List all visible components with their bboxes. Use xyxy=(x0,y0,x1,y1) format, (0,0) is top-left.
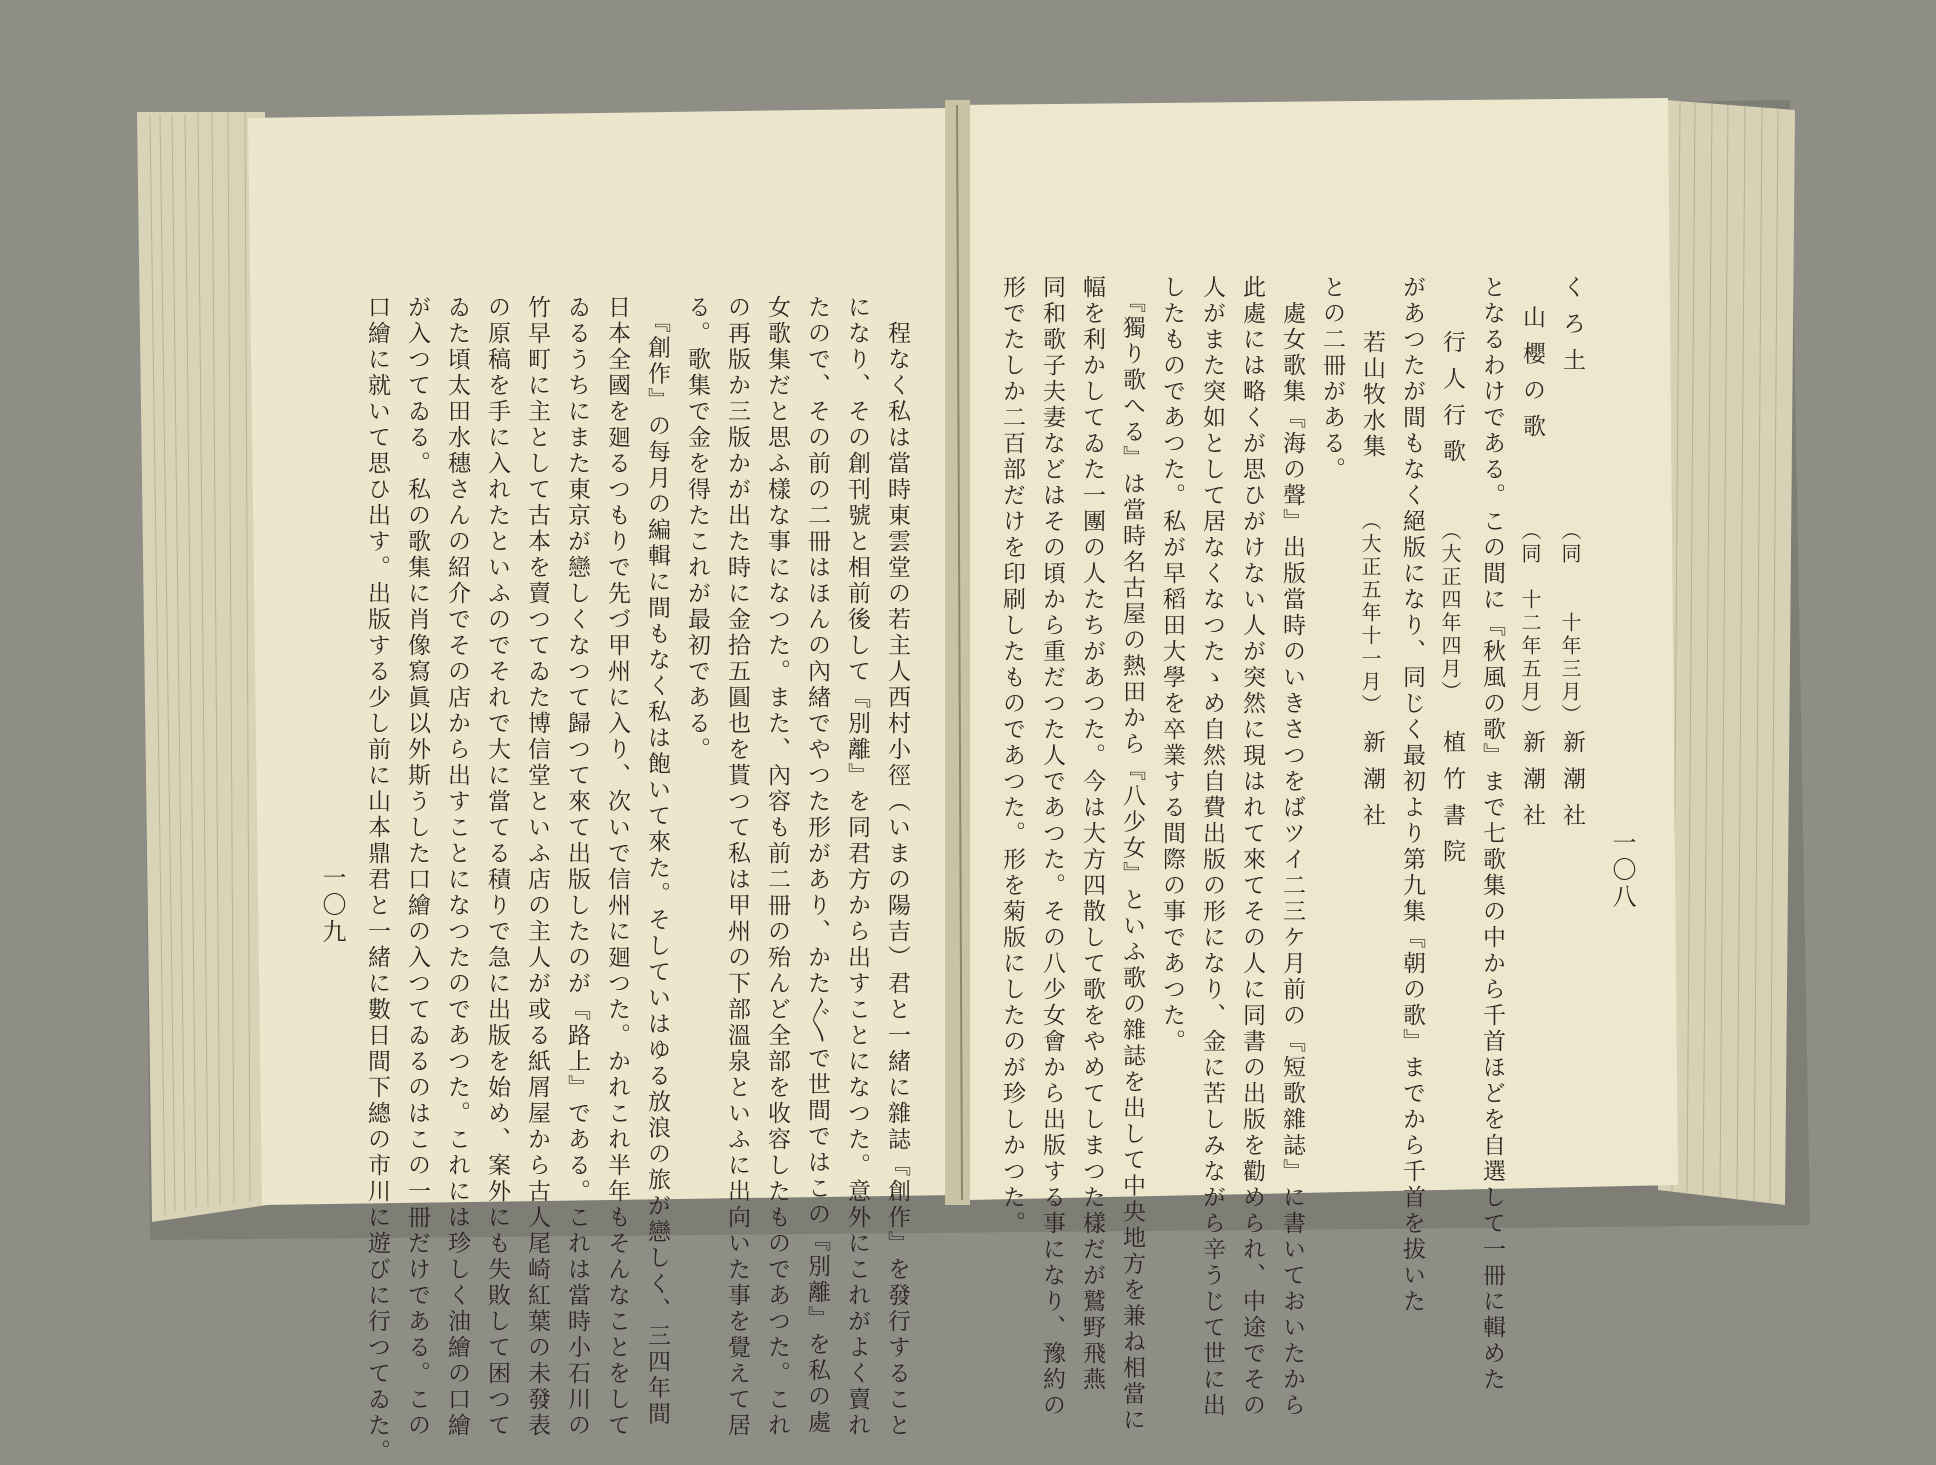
text-line: の原稿を手に入れたといふのでそれで大に當てる積りで急に出版を始め、案外にも失敗して困つて xyxy=(484,295,510,1439)
text-line: 新 潮 社 xyxy=(1519,730,1545,829)
text-line: 竹早町に主として古本を賣つてゐた博信堂といふ店の主人が或る紙屑屋から古人尾崎紅葉の未發表 xyxy=(524,295,550,1439)
text-line: 『獨り歌へる』は當時名古屋の熱田から『八少女』といふ歌の雜誌を出して中央地方を兼ね相當に xyxy=(1119,275,1145,1434)
text-line: 幅を利かしてゐた一團の人たちがあつた。今は大方四散して歌をやめてしまつた樣だが鷲野飛燕 xyxy=(1079,275,1105,1393)
text-line: 山 櫻 の 歌 xyxy=(1519,305,1545,440)
text-line: になり、その創刊號と相前後して『別離』を同君方から出すことになつた。意外にこれがよく賣れ xyxy=(844,295,870,1439)
text-line: 新 潮 社 xyxy=(1559,730,1585,829)
left-page-stack xyxy=(137,112,268,1222)
text-line: 『創作』の每月の編輯に間もなく私は飽いて來た。そしていはゆる放浪の旅が戀しく、三四年間 xyxy=(644,295,670,1428)
text-line: 日本全國を廻るつもりで先づ甲州に入り、次いで信州に廻つた。かれこれ半年もそんなことをして xyxy=(604,295,630,1439)
text-line: ゐた頃太田水穗さんの紹介でその店から出すことになつたのであつた。これには珍しく油繪の口繪 xyxy=(444,295,470,1439)
text-line: る。歌集で金を得たこれが最初である。 xyxy=(684,295,710,763)
text-line: 人がまた突如として居なくなつたゝめ自然自費出版の形になり、金に苦しみながら辛うじて世に出 xyxy=(1199,275,1225,1419)
text-line: との二冊がある。 xyxy=(1319,275,1345,483)
text-line: 程なく私は當時東雲堂の若主人西村小徑（いまの陽吉）君と一緒に雜誌『創作』を發行すること xyxy=(884,295,910,1439)
text-line: があつたが間もなく絕版になり、同じく最初より第九集『朝の歌』までから千首を拔いた xyxy=(1399,275,1425,1315)
text-line: たので、その前の二冊はほんの內緖でやつた形があり、かた〴〵で世間ではこの『別離』を私の處 xyxy=(804,295,830,1436)
text-line: ゐるうちにまた東京が戀しくなつて歸つて來て出版したのが『路上』である。これは當時小石川の xyxy=(564,295,590,1439)
page-number: 一〇九 xyxy=(318,865,346,946)
text-line: （大正五年十一月） xyxy=(1358,510,1382,717)
text-line: （同 十二年五月） xyxy=(1518,520,1542,727)
text-line: （大正四年四月） xyxy=(1438,520,1462,704)
text-line: く ろ 土 xyxy=(1559,275,1585,374)
text-line: したものであつた。私が早稻田大學を卒業する間際の事であつた。 xyxy=(1159,275,1185,1055)
page-number: 一〇八 xyxy=(1608,830,1636,911)
text-line: 新 潮 社 xyxy=(1359,730,1385,829)
text-line: が入つてゐる。私の歌集に肖像寫眞以外斯うした口繪の入つてゐるのはこの一冊だけである。この xyxy=(404,295,430,1439)
text-line: 同和歌子夫妻などはその頃から重だつた人であつた。その八少女會から出版する事になり、豫約の xyxy=(1039,275,1065,1419)
text-line: 形でたしか二百部だけを印刷したものであつた。形を菊版にしたのが珍しかつた。 xyxy=(999,275,1025,1237)
text-line: 女歌集だと思ふ樣な事になつた。また、內容も前二冊の殆んど全部を收容したものであつた。これ xyxy=(764,295,790,1439)
text-line: （同 十年三月） xyxy=(1558,520,1582,727)
text-line: 植 竹 書 院 xyxy=(1439,730,1465,865)
text-line: 口繪に就いて思ひ出す。出版する少し前に山本鼎君と一緒に數日間下總の市川に遊びに行つてゐた。 xyxy=(364,295,390,1465)
text-line: の再版か三版かが出た時に金拾五圓也を貰つて私は甲州の下部溫泉といふに出向いた事を覺えて居 xyxy=(724,295,750,1439)
text-line: 處女歌集『海の聲』出版當時のいきさつをばツイ二三ケ月前の『短歌雜誌』に書いておいたから xyxy=(1279,275,1305,1419)
text-line: 若山牧水集 xyxy=(1359,330,1385,460)
text-line: 行 人 行 歌 xyxy=(1439,330,1465,465)
text-line: 此處には略くが思ひがけない人が突然に現はれて來てその人に同書の出版を勸められ、中途でその xyxy=(1239,275,1265,1419)
text-line: となるわけである。この間に『秋風の歌』まで七歌集の中から千首ほどを自選して一冊に輯めた xyxy=(1479,275,1505,1393)
